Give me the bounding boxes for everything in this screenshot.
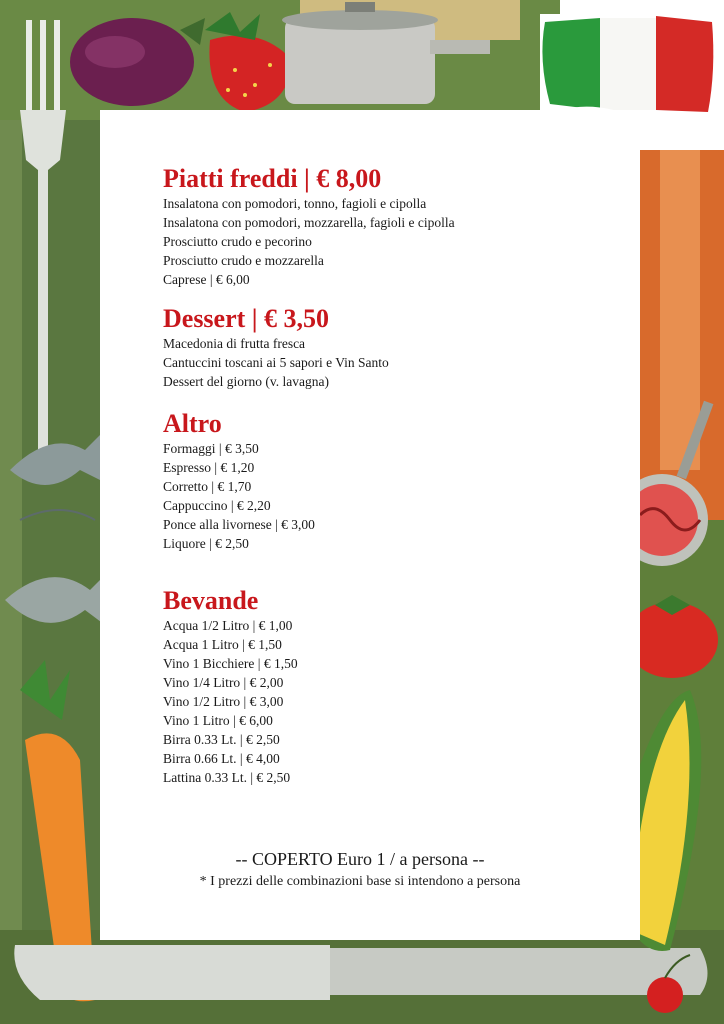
menu-item: Macedonia di frutta fresca — [163, 336, 306, 351]
section-title: Altro — [163, 409, 222, 438]
menu-item: Vino 1 Bicchiere | € 1,50 — [163, 656, 298, 671]
menu-item: Insalatona con pomodori, mozzarella, fagioli e cipolla — [163, 215, 455, 230]
menu-item: Lattina 0.33 Lt. | € 2,50 — [163, 770, 291, 785]
section-dessert — [163, 304, 389, 391]
menu-item: Birra 0.33 Lt. | € 2,50 — [163, 732, 280, 747]
menu-item: Caprese | € 6,00 — [163, 272, 250, 287]
section-altro — [163, 409, 315, 553]
menu-item: Birra 0.66 Lt. | € 4,00 — [163, 751, 280, 766]
menu-item: Vino 1/2 Litro | € 3,00 — [163, 694, 284, 709]
menu-item: Dessert del giorno (v. lavagna) — [163, 374, 329, 389]
menu-item: Vino 1/4 Litro | € 2,00 — [163, 675, 284, 690]
menu-item: Cantuccini toscani ai 5 sapori e Vin Santo — [163, 355, 389, 370]
menu-item: Cappuccino | € 2,20 — [163, 498, 271, 513]
menu-item: Acqua 1 Litro | € 1,50 — [163, 637, 282, 652]
menu-item: Prosciutto crudo e pecorino — [163, 234, 312, 249]
section-title: Piatti freddi | € 8,00 — [163, 164, 382, 193]
section-title: Bevande — [163, 586, 259, 615]
menu-item: Prosciutto crudo e mozzarella — [163, 253, 324, 268]
section-bevande — [163, 586, 298, 787]
menu-item: Ponce alla livornese | € 3,00 — [163, 517, 315, 532]
section-piatti-freddi — [163, 164, 455, 289]
menu-item: Corretto | € 1,70 — [163, 479, 252, 494]
menu-item: Acqua 1/2 Litro | € 1,00 — [163, 618, 293, 633]
menu-item: Liquore | € 2,50 — [163, 536, 249, 551]
menu-item: Espresso | € 1,20 — [163, 460, 255, 475]
menu-item: Formaggi | € 3,50 — [163, 441, 259, 456]
menu-item: Vino 1 Litro | € 6,00 — [163, 713, 273, 728]
menu-item: Insalatona con pomodori, tonno, fagioli e cipolla — [163, 196, 427, 211]
italian-flag-icon — [540, 14, 724, 122]
knife-icon — [14, 945, 707, 1000]
coperto-line: -- COPERTO Euro 1 / a persona -- — [235, 849, 485, 869]
section-title: Dessert | € 3,50 — [163, 304, 330, 333]
price-note: * I prezzi delle combinazioni base si intendono a persona — [199, 874, 521, 889]
